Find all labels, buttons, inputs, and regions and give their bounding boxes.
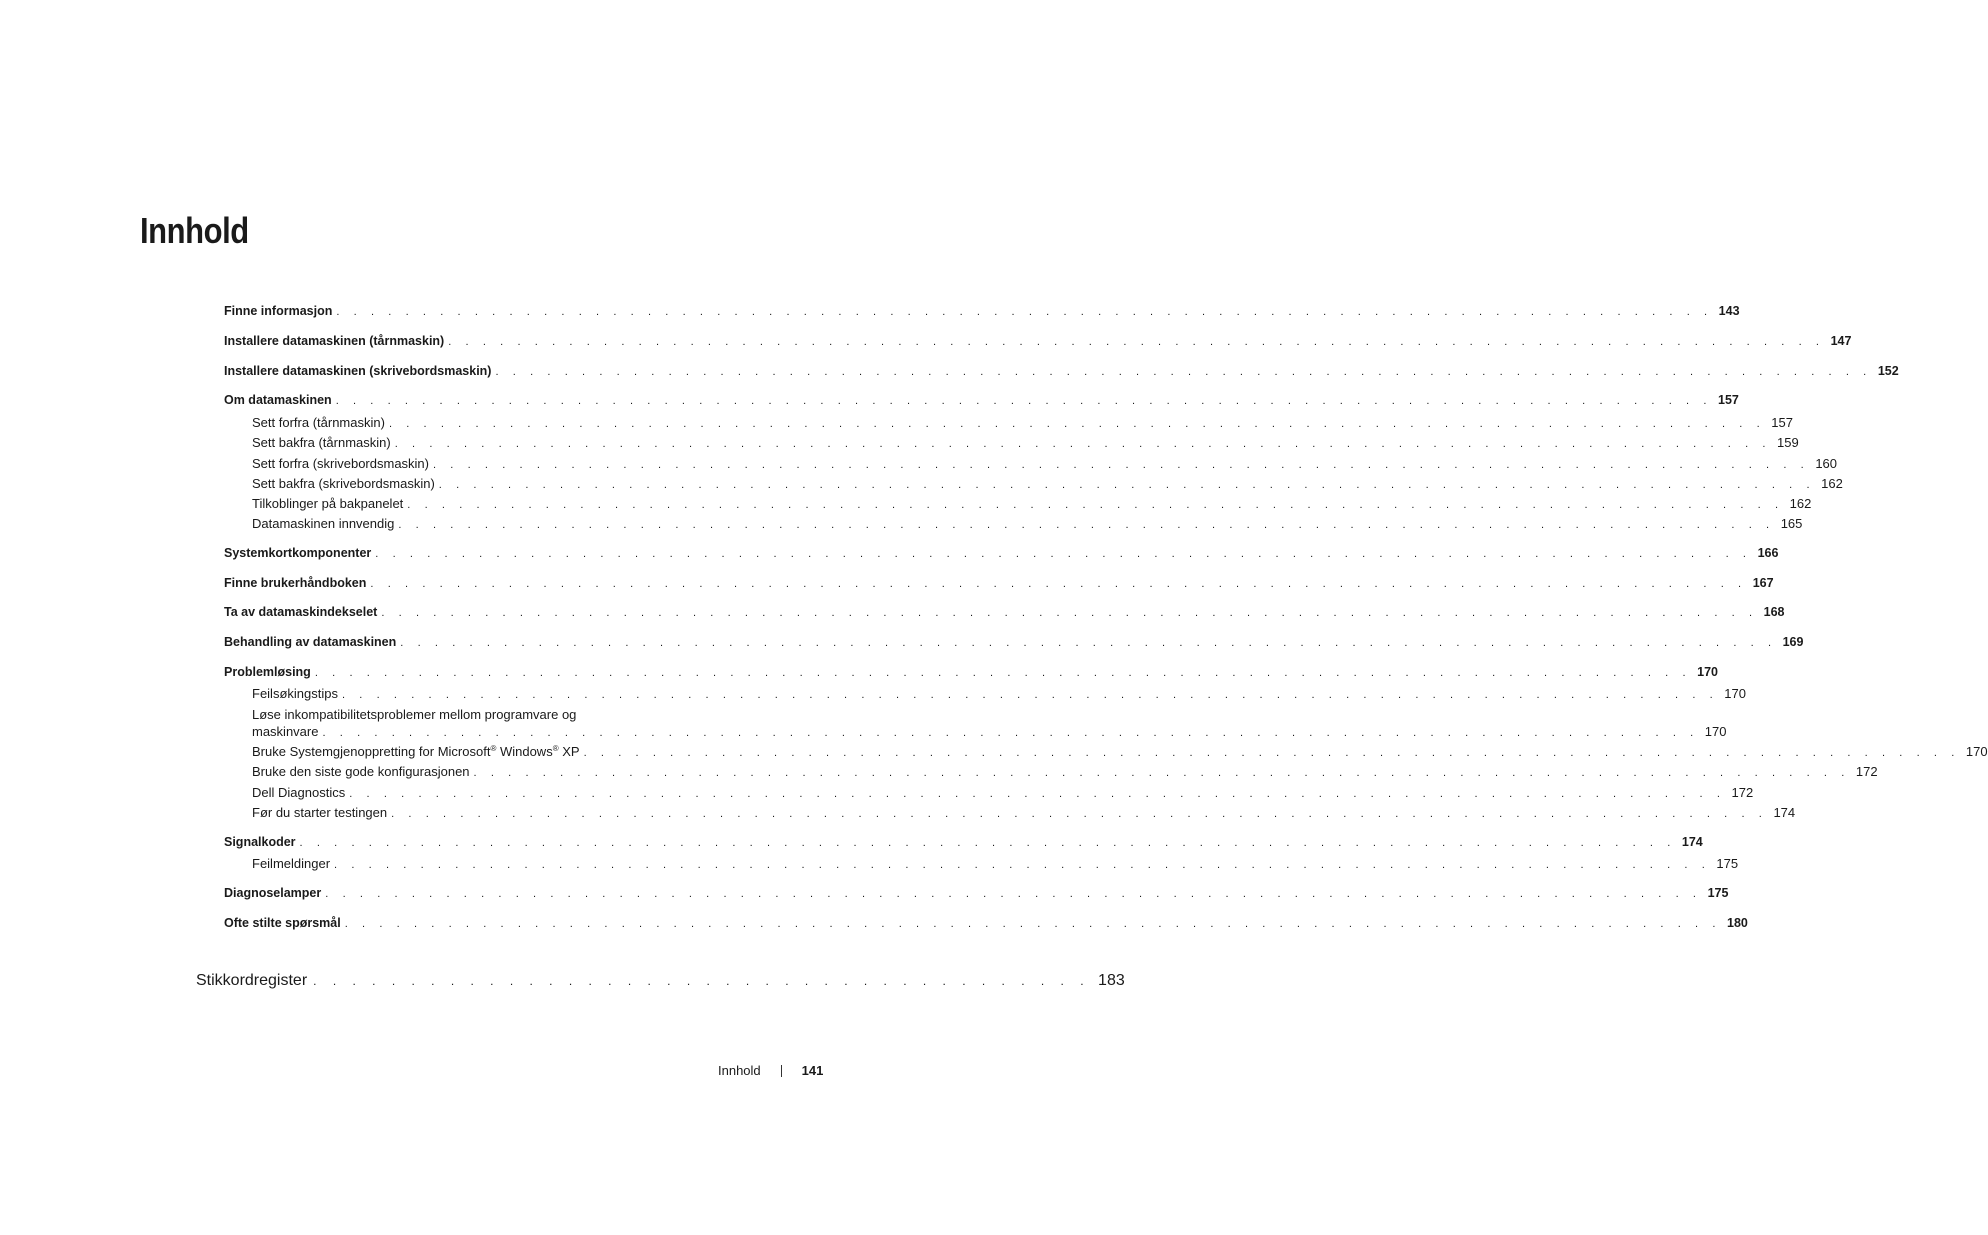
toc-entry-page: 160 <box>1815 456 1838 471</box>
toc-entry-label: Tilkoblinger på bakpanelet <box>252 496 404 511</box>
dot-leader: . . . . . . . . . . . . . . . . . . . . . . . . . . . . . . . . . . . . . . . . . . . . . . . . . . . . . . . . . . . . . . . . . . . . . . . . . . . . . . . . <box>433 459 1810 471</box>
toc-entry-page: 157 <box>1718 393 1739 407</box>
toc-entry[interactable] <box>252 784 1754 803</box>
dot-leader: . . . . . . . . . . . . . . . . . . . . . . . . . . . . . . . . . . . . . . . . . . . . . . . . . . . . . . . . . . . . . . . . . . . . . . . . . . . . . . . . <box>344 918 1722 930</box>
dot-leader: . . . . . . . . . . . . . . . . . . . . . . . . . . . . . . . . . . . . . . . . . . . . . . . . . . . . . . . . . . . . . . . . . . . . . . . . . . . . . . . . <box>314 667 1692 679</box>
dot-leader: . . . . . . . . . . . . . . . . . . . . . . . . . . . . . . . . . . . . . . . . . . . . . . . . . . . . . . . . . . . . . . . . . . . . . . . . . . . . . . . . <box>299 837 1676 849</box>
toc-entry-page: 169 <box>1782 635 1804 649</box>
dot-leader: . . . . . . . . . . . . . . . . . . . . . . . . . . . . . . . . . . . . . . . . . . . . . . . . . . . . . . . . . . . . . . . . . . . . . . . . . . . . . . . . <box>341 689 1719 701</box>
toc-entry-label: Ta av datamaskindekselet <box>224 605 378 619</box>
toc-entry-page: 175 <box>1716 856 1739 871</box>
dot-leader: . . . . . . . . . . . . . . . . . . . . . . . . . . . . . . . . . . . . . . . . . . . . . . . . . . . . . . . . . . . . . . . . . . . . . . . . . . . . . . . . <box>388 418 1766 430</box>
dot-leader: . . . . . . . . . . . . . . . . . . . . . . . . . . . . . . . . . . . . . . . . . . . . . . . . . . . . . . . . . . . . . . . . . . . . . . . . . . . . . . . . <box>334 859 1711 871</box>
toc-entry[interactable] <box>224 604 1785 622</box>
toc-entry[interactable] <box>252 455 1838 474</box>
dot-leader: . . . . . . . . . . . . . . . . . . . . . . . . . . . . . . . . . . . . . . . . . . . . . . . . . . . . . . . . . . . . . . . . . . . . . . . . . . . . . . . . <box>400 637 1777 649</box>
toc-entry-label: Sett bakfra (skrivebordsmaskin) <box>252 476 435 491</box>
dot-leader: . . . . . . . . . . . . . . . . . . . . . . . . . . . . . . . . . . . . . . . . . . . . . . . . . . . . . . . . . . . . . . . . . . . . . . . . . . . . . . . . <box>381 607 1758 619</box>
toc-entry-page: 180 <box>1727 916 1748 930</box>
toc-entry[interactable] <box>252 414 1793 433</box>
toc-entry[interactable] <box>252 763 1878 782</box>
toc-entry-page: 172 <box>1731 785 1754 800</box>
registered-mark: ® <box>490 744 497 753</box>
toc-entry-page: 170 <box>1697 665 1719 679</box>
toc-entry[interactable] <box>224 834 1703 852</box>
toc-entry-page: 162 <box>1789 496 1812 511</box>
toc-entry-page: 157 <box>1771 415 1793 430</box>
dot-leader: . . . . . . . . . . . . . . . . . . . . . . . . . . . . . . . . . . . . . . . . . . . . . . . . . . . . . . . . . . . . . . . . . . . . . . . . . . . . . . . . <box>370 578 1747 590</box>
toc-entry[interactable] <box>224 915 1748 933</box>
toc-entry-page: 172 <box>1855 764 1878 779</box>
toc-entry[interactable] <box>224 634 1804 652</box>
toc-entry[interactable] <box>252 685 1746 704</box>
toc-entry-page: 165 <box>1780 516 1803 531</box>
toc-entry-page: 147 <box>1830 334 1852 348</box>
toc-entry-label: Installere datamaskinen (tårnmaskin) <box>224 334 445 348</box>
toc-entry[interactable] <box>224 664 1719 682</box>
toc-entry[interactable] <box>252 515 1803 534</box>
toc-entry-page: 159 <box>1777 435 1799 450</box>
toc-entry-label: Problemløsing <box>224 665 311 679</box>
dot-leader: . . . . . . . . . . . . . . . . . . . . . . . . . . . . . . . . . . . . . . . . . . . . . . . . . . . . . . . . . . . . . . . . . . . . . . . . . . . . . . . . <box>375 548 1752 560</box>
dot-leader: . . . . . . . . . . . . . . . . . . . . . . . . . . . . . . . . . . . . . . . . . . . . . . . . . . . . . . . . . . . . . . . . . . . . . . . . . . . . . . . . <box>407 499 1784 511</box>
dot-leader: . . . . . . . . . . . . . . . . . . . . . . . . . . . . . . . . . . . . . . . . . . . . . . . . . . . . . . . . . . . . . . . . . . . . . . . . . . . . . . . . <box>325 888 1702 900</box>
dot-leader: . . . . . . . . . . . . . . . . . . . . . . . . . . . . . . . . . . . . . . . . . . . . . . . . . . . . . . . . . . . . . . . . . . . . . . . . . . . . . . . . <box>335 395 1713 407</box>
toc-entry-label: Sett bakfra (tårnmaskin) <box>252 435 391 450</box>
toc-entry-label: Før du starter testingen <box>252 805 388 820</box>
page-footer <box>718 1062 823 1079</box>
toc-entry-page: 174 <box>1773 805 1796 820</box>
toc-entry-page: 175 <box>1707 886 1729 900</box>
toc-entry-label: Signalkoder <box>224 835 296 849</box>
toc-entry-label-part: Windows <box>496 744 553 759</box>
footer-section-name: Innhold <box>718 1063 761 1078</box>
toc-entry-label-part: XP <box>558 744 580 759</box>
toc-entry[interactable] <box>252 706 1727 742</box>
toc-entry-page: 166 <box>1757 546 1779 560</box>
toc-entry-label: Feilsøkingstips <box>252 686 338 701</box>
toc-entry-label: Sett forfra (tårnmaskin) <box>252 415 385 430</box>
toc-entry-page: 152 <box>1877 364 1899 378</box>
toc-entry-label-part: Bruke Systemgjenoppretting for Microsoft <box>252 744 491 759</box>
toc-entry[interactable] <box>224 333 1852 351</box>
toc-entry-label: Datamaskinen innvendig <box>252 516 395 531</box>
toc-entry-page: 170 <box>1704 724 1727 739</box>
toc-entry[interactable] <box>252 855 1739 874</box>
toc-entry-page: 168 <box>1763 605 1785 619</box>
page-title: Innhold <box>140 210 249 251</box>
toc-entry-label: Diagnoselamper <box>224 886 322 900</box>
toc-entry-label: Dell Diagnostics <box>252 785 346 800</box>
toc-entry[interactable] <box>252 495 1812 514</box>
dot-leader: . . . . . . . . . . . . . . . . . . . . . . . . . . . . . . . . . . . . . . . . <box>313 974 1091 988</box>
footer-page-number: 141 <box>801 1063 824 1078</box>
dot-leader: . . . . . . . . . . . . . . . . . . . . . . . . . . . . . . . . . . . . . . . . . . . . . . . . . . . . . . . . . . . . . . . . . . . . . . . . . . . . . . . . <box>322 727 1699 739</box>
toc-index-page: 183 <box>1098 972 1125 989</box>
dot-leader: . . . . . . . . . . . . . . . . . . . . . . . . . . . . . . . . . . . . . . . . . . . . . . . . . . . . . . . . . . . . . . . . . . . . . . . . . . . . . . . . <box>394 438 1772 450</box>
dot-leader: . . . . . . . . . . . . . . . . . . . . . . . . . . . . . . . . . . . . . . . . . . . . . . . . . . . . . . . . . . . . . . . . . . . . . . . . . . . . . . . . <box>398 519 1775 531</box>
toc-entry-label: Sett forfra (skrivebordsmaskin) <box>252 456 429 471</box>
toc-entry[interactable] <box>252 743 1988 762</box>
toc-entry-label: Installere datamaskinen (skrivebordsmaskin) <box>224 364 492 378</box>
dot-leader: . . . . . . . . . . . . . . . . . . . . . . . . . . . . . . . . . . . . . . . . . . . . . . . . . . . . . . . . . . . . . . . . . . . . . . . . . . . . . . . . <box>349 788 1726 800</box>
toc-entry[interactable] <box>252 475 1843 494</box>
toc-entry[interactable] <box>252 804 1796 823</box>
registered-mark: ® <box>552 744 559 753</box>
toc-entry-label: Bruke den siste gode konfigurasjonen <box>252 764 470 779</box>
toc-entry[interactable] <box>224 545 1779 563</box>
toc-entry[interactable] <box>224 363 1899 381</box>
dot-leader: . . . . . . . . . . . . . . . . . . . . . . . . . . . . . . . . . . . . . . . . . . . . . . . . . . . . . . . . . . . . . . . . . . . . . . . . . . . . . . . . <box>438 479 1816 491</box>
toc-entry[interactable] <box>224 392 1739 410</box>
dot-leader: . . . . . . . . . . . . . . . . . . . . . . . . . . . . . . . . . . . . . . . . . . . . . . . . . . . . . . . . . . . . . . . . . . . . . . . . . . . . . . . . <box>336 306 1713 318</box>
toc-entry[interactable] <box>224 885 1729 903</box>
toc-index-label: Stikkordregister <box>196 972 308 989</box>
footer-separator <box>781 1065 782 1077</box>
toc-entry-page: 162 <box>1821 476 1843 491</box>
toc-entry-page: 170 <box>1965 744 1988 759</box>
toc-entry-page: 167 <box>1752 576 1774 590</box>
toc-entry-label <box>252 743 580 760</box>
toc-entry-label: Finne brukerhåndboken <box>224 576 367 590</box>
dot-leader: . . . . . . . . . . . . . . . . . . . . . . . . . . . . . . . . . . . . . . . . . . . . . . . . . . . . . . . . . . . . . . . . . . . . . . . . . . . . . . . . <box>495 366 1872 378</box>
toc-entry-label: Ofte stilte spørsmål <box>224 916 341 930</box>
toc-entry-label: Feilmeldinger <box>252 856 331 871</box>
dot-leader: . . . . . . . . . . . . . . . . . . . . . . . . . . . . . . . . . . . . . . . . . . . . . . . . . . . . . . . . . . . . . . . . . . . . . . . . . . . . . . . . <box>391 808 1768 820</box>
toc-entry-label-line: Løse inkompatibilitetsproblemer mellom programvare og <box>252 707 577 722</box>
dot-leader: . . . . . . . . . . . . . . . . . . . . . . . . . . . . . . . . . . . . . . . . . . . . . . . . . . . . . . . . . . . . . . . . . . . . . . . . . . . . . . . . <box>583 747 1960 759</box>
toc-entry-label: Behandling av datamaskinen <box>224 635 397 649</box>
toc-entry-label: Finne informasjon <box>224 304 333 318</box>
toc-entry-page: 174 <box>1681 835 1703 849</box>
dot-leader: . . . . . . . . . . . . . . . . . . . . . . . . . . . . . . . . . . . . . . . . . . . . . . . . . . . . . . . . . . . . . . . . . . . . . . . . . . . . . . . . <box>448 336 1825 348</box>
toc-entry-label: Systemkortkomponenter <box>224 546 372 560</box>
toc-entry-page: 170 <box>1724 686 1746 701</box>
toc-entry-label: maskinvare <box>252 724 319 739</box>
toc-entry[interactable] <box>224 303 1740 321</box>
toc-index-entry[interactable] <box>196 971 1125 991</box>
toc-entry-page: 143 <box>1718 304 1740 318</box>
toc-entry[interactable] <box>252 434 1799 453</box>
dot-leader: . . . . . . . . . . . . . . . . . . . . . . . . . . . . . . . . . . . . . . . . . . . . . . . . . . . . . . . . . . . . . . . . . . . . . . . . . . . . . . . . <box>473 767 1850 779</box>
toc-entry[interactable] <box>224 575 1774 593</box>
toc-entry-label: Om datamaskinen <box>224 393 332 407</box>
